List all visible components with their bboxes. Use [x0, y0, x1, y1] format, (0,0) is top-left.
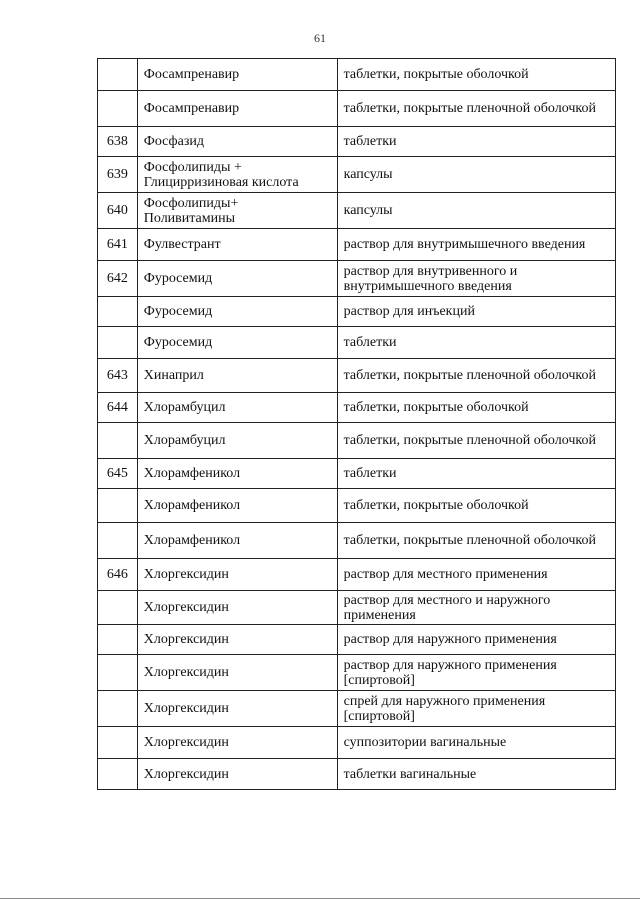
- row-number-cell: [98, 759, 138, 790]
- row-number-cell: [98, 655, 138, 691]
- row-number-cell: [98, 91, 138, 127]
- dosage-form-cell: раствор для внутривенного и внутримышечного введения: [337, 261, 615, 297]
- row-number-cell: [98, 423, 138, 459]
- table-row: [98, 261, 616, 297]
- table-row: [98, 393, 616, 423]
- table-row: [98, 359, 616, 393]
- table-row: [98, 691, 616, 727]
- row-number-cell: [98, 691, 138, 727]
- table-row: [98, 157, 616, 193]
- drug-name-cell: Хлоргексидин: [137, 559, 337, 591]
- row-number-cell: 642: [98, 261, 138, 297]
- row-number-cell: 638: [98, 127, 138, 157]
- row-number-cell: 644: [98, 393, 138, 423]
- drug-name-cell: Хлоргексидин: [137, 655, 337, 691]
- drug-name-cell: Хлоргексидин: [137, 625, 337, 655]
- drug-name-cell: Хлорамфеникол: [137, 459, 337, 489]
- dosage-form-cell: раствор для местного применения: [337, 559, 615, 591]
- table-row: [98, 489, 616, 523]
- table-row: [98, 759, 616, 790]
- table-row: [98, 459, 616, 489]
- page-number: 61: [314, 31, 326, 45]
- drug-name-cell: Хлоргексидин: [137, 591, 337, 625]
- dosage-form-cell: капсулы: [337, 193, 615, 229]
- dosage-form-cell: таблетки: [337, 127, 615, 157]
- dosage-form-cell: суппозитории вагинальные: [337, 727, 615, 759]
- bottom-divider: [0, 898, 640, 899]
- row-number-cell: [98, 59, 138, 91]
- drug-name-cell: Хлорамфеникол: [137, 489, 337, 523]
- dosage-form-cell: таблетки, покрытые пленочной оболочкой: [337, 423, 615, 459]
- drug-name-cell: Хлорамбуцил: [137, 393, 337, 423]
- dosage-form-cell: раствор для внутримышечного введения: [337, 229, 615, 261]
- row-number-cell: 640: [98, 193, 138, 229]
- drug-name-cell: Фуросемид: [137, 297, 337, 327]
- drug-name-cell: Фосфолипиды + Глицирризиновая кислота: [137, 157, 337, 193]
- dosage-form-cell: таблетки, покрытые оболочкой: [337, 489, 615, 523]
- drug-name-cell: Фосфолипиды+ Поливитамины: [137, 193, 337, 229]
- dosage-form-cell: раствор для инъекций: [337, 297, 615, 327]
- row-number-cell: [98, 591, 138, 625]
- drug-name-cell: Хинаприл: [137, 359, 337, 393]
- table-row: [98, 229, 616, 261]
- table-row: [98, 127, 616, 157]
- table-row: [98, 327, 616, 359]
- drug-name-cell: Фосампренавир: [137, 59, 337, 91]
- dosage-form-cell: таблетки, покрытые пленочной оболочкой: [337, 523, 615, 559]
- dosage-form-cell: таблетки: [337, 327, 615, 359]
- row-number-cell: [98, 297, 138, 327]
- row-number-cell: 639: [98, 157, 138, 193]
- row-number-cell: 643: [98, 359, 138, 393]
- dosage-form-cell: спрей для наружного применения [спиртовой]: [337, 691, 615, 727]
- row-number-cell: 641: [98, 229, 138, 261]
- dosage-form-cell: таблетки, покрытые оболочкой: [337, 393, 615, 423]
- row-number-cell: [98, 625, 138, 655]
- drug-name-cell: Фуросемид: [137, 261, 337, 297]
- table-row: [98, 59, 616, 91]
- drug-table: [97, 58, 616, 790]
- drug-name-cell: Хлоргексидин: [137, 727, 337, 759]
- table-row: [98, 559, 616, 591]
- table-row: [98, 591, 616, 625]
- row-number-cell: 645: [98, 459, 138, 489]
- table-row: [98, 625, 616, 655]
- row-number-cell: [98, 327, 138, 359]
- row-number-cell: [98, 727, 138, 759]
- row-number-cell: [98, 523, 138, 559]
- row-number-cell: 646: [98, 559, 138, 591]
- drug-name-cell: Хлоргексидин: [137, 691, 337, 727]
- drug-name-cell: Хлоргексидин: [137, 759, 337, 790]
- table-row: [98, 297, 616, 327]
- drug-name-cell: Хлорамфеникол: [137, 523, 337, 559]
- dosage-form-cell: раствор для наружного применения [спиртовой]: [337, 655, 615, 691]
- drug-name-cell: Фулвестрант: [137, 229, 337, 261]
- drug-table-body: [98, 59, 616, 790]
- table-row: [98, 523, 616, 559]
- drug-name-cell: Фосампренавир: [137, 91, 337, 127]
- table-row: [98, 91, 616, 127]
- table-row: [98, 727, 616, 759]
- drug-name-cell: Фуросемид: [137, 327, 337, 359]
- drug-name-cell: Хлорамбуцил: [137, 423, 337, 459]
- dosage-form-cell: таблетки, покрытые пленочной оболочкой: [337, 359, 615, 393]
- dosage-form-cell: таблетки: [337, 459, 615, 489]
- dosage-form-cell: таблетки, покрытые оболочкой: [337, 59, 615, 91]
- dosage-form-cell: раствор для местного и наружного применения: [337, 591, 615, 625]
- dosage-form-cell: раствор для наружного применения: [337, 625, 615, 655]
- table-row: [98, 423, 616, 459]
- drug-name-cell: Фосфазид: [137, 127, 337, 157]
- row-number-cell: [98, 489, 138, 523]
- dosage-form-cell: капсулы: [337, 157, 615, 193]
- dosage-form-cell: таблетки, покрытые пленочной оболочкой: [337, 91, 615, 127]
- table-row: [98, 193, 616, 229]
- table-row: [98, 655, 616, 691]
- dosage-form-cell: таблетки вагинальные: [337, 759, 615, 790]
